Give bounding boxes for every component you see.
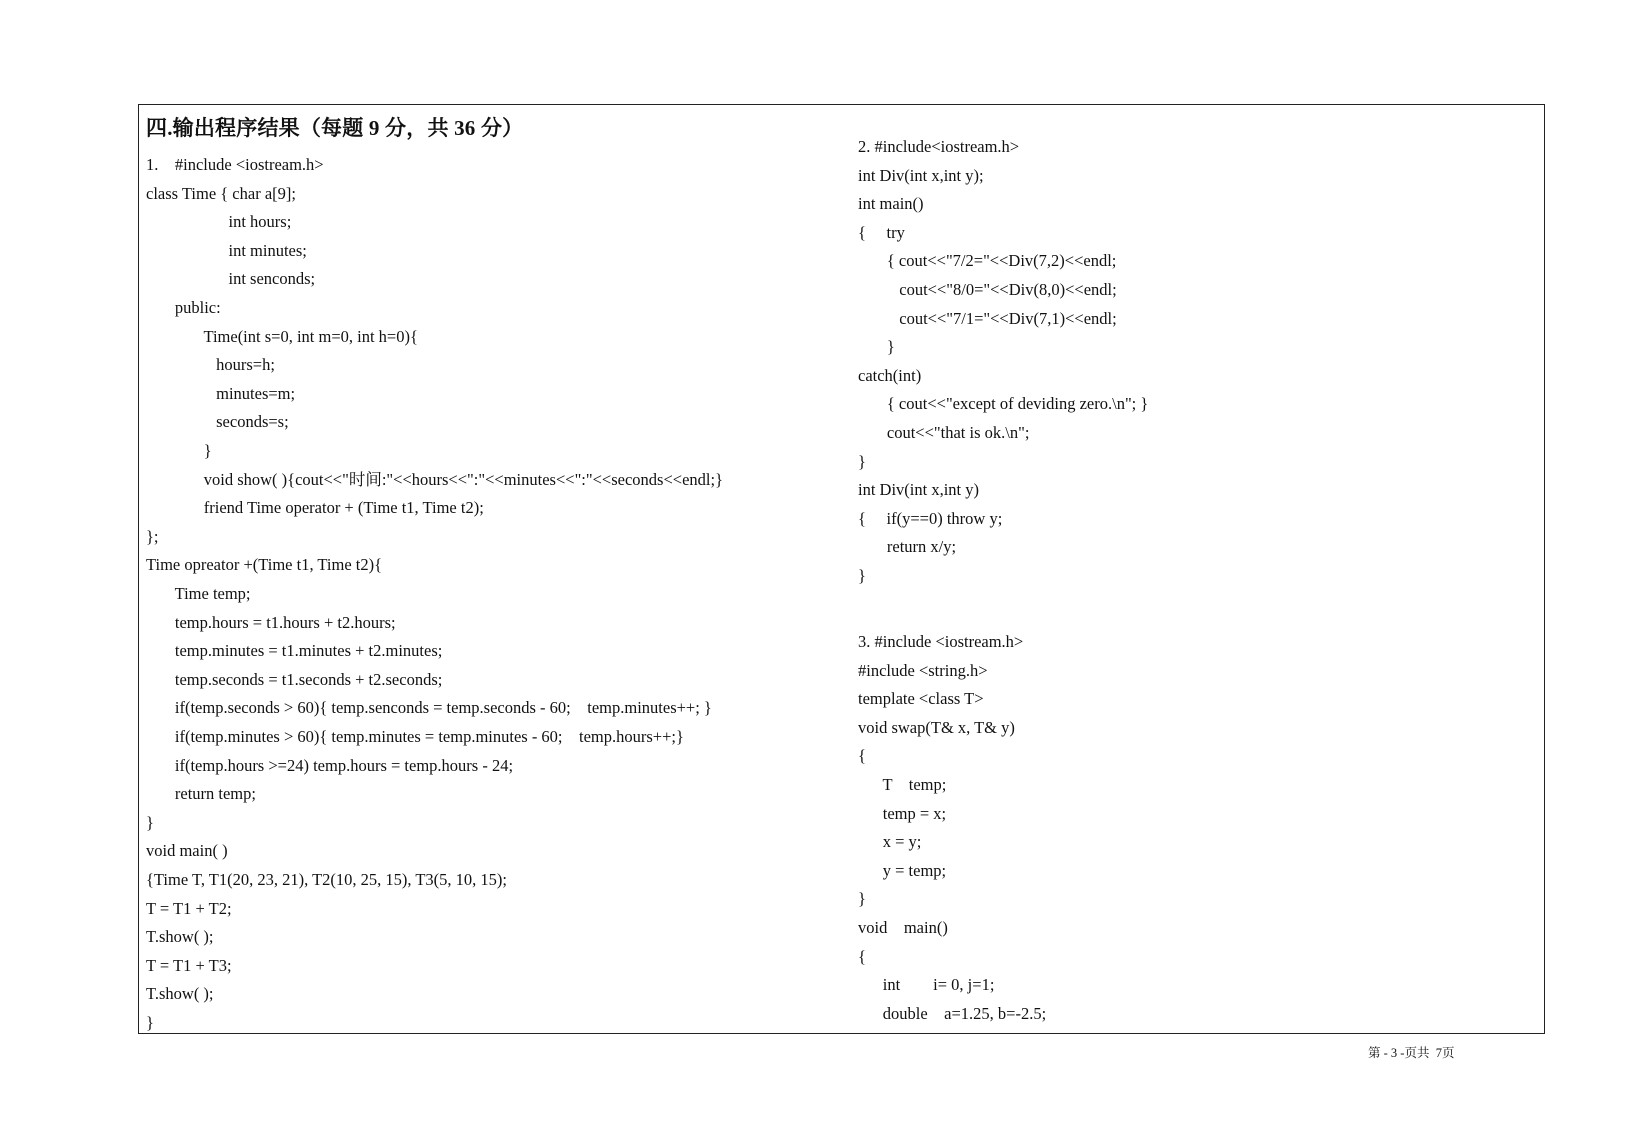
right-code-line: template <class T> <box>858 689 984 709</box>
left-code-line: class Time { char a[9]; <box>146 183 296 203</box>
right-code-line: { cout<<"7/2="<<Div(7,2)<<endl; <box>858 251 1117 271</box>
right-code-line: { if(y==0) throw y; <box>858 508 1003 528</box>
left-code-line: T = T1 + T3; <box>146 955 232 975</box>
right-code-line: } <box>858 889 866 909</box>
right-code-line: int Div(int x,int y); <box>858 165 984 185</box>
left-code-line: } <box>146 1013 154 1032</box>
right-code-line: void main() <box>858 918 948 937</box>
left-code-line: temp.minutes = t1.minutes + t2.minutes; <box>146 641 443 661</box>
left-code-line: temp.hours = t1.hours + t2.hours; <box>146 612 396 632</box>
right-code-line: temp = x; <box>858 803 947 823</box>
right-code-line: #include <string.h> <box>858 660 988 680</box>
right-code-line: { try <box>858 222 905 242</box>
left-code-line: } <box>146 812 154 832</box>
left-code-line: temp.seconds = t1.seconds + t2.seconds; <box>146 669 443 689</box>
left-code-line: friend Time operator + (Time t1, Time t2); <box>146 498 484 518</box>
right-code-line: catch(int) <box>858 365 922 385</box>
left-code-line: T.show( ); <box>146 984 214 1004</box>
right-code-line: x = y; <box>858 832 922 852</box>
left-code-line: } <box>146 441 212 460</box>
right-code-line: int main() <box>858 194 924 214</box>
right-code-line: 3. #include <iostream.h> <box>858 632 1024 651</box>
left-code-line: hours=h; <box>146 355 275 375</box>
left-code-line: Time temp; <box>146 584 251 603</box>
left-code-line: int hours; <box>146 212 292 232</box>
left-code-line: public: <box>146 298 221 317</box>
left-code-line: T.show( ); <box>146 927 214 947</box>
left-code-line: if(temp.seconds > 60){ temp.senconds = temp.seconds - 60; temp.minutes++; } <box>146 698 712 718</box>
right-code-line: double a=1.25, b=-2.5; <box>858 1003 1047 1023</box>
left-code-line: T = T1 + T2; <box>146 898 232 918</box>
right-code-line: { <box>858 746 866 766</box>
left-code-line: }; <box>146 526 159 546</box>
right-code-line: y = temp; <box>858 860 947 880</box>
right-code-line: cout<<"7/1="<<Div(7,1)<<endl; <box>858 308 1117 328</box>
right-code-line: } <box>858 337 895 357</box>
right-code-line: } <box>858 566 866 585</box>
left-code-line: 1. #include <iostream.h> <box>146 155 324 174</box>
right-code-line: 2. #include<iostream.h> <box>858 137 1020 156</box>
right-code-line: cout<<"that is ok.\n"; <box>858 423 1030 442</box>
right-code-line: } <box>858 451 866 471</box>
left-code-line: int senconds; <box>146 269 316 289</box>
right-code-line: T temp; <box>858 775 947 794</box>
right-code-line: void swap(T& x, T& y) <box>858 717 1015 737</box>
left-code-line: return temp; <box>146 784 256 804</box>
right-code-line: int i= 0, j=1; <box>858 975 995 995</box>
section-heading: 四.输出程序结果（每题 9 分，共 36 分） <box>146 116 524 140</box>
left-code-line: Time opreator +(Time t1, Time t2){ <box>146 555 383 575</box>
left-code-line: if(temp.minutes > 60){ temp.minutes = temp.minutes - 60; temp.hours++;} <box>146 727 684 746</box>
left-code-line: if(temp.hours >=24) temp.hours = temp.hours - 24; <box>146 755 514 775</box>
left-code-line: seconds=s; <box>146 412 289 432</box>
right-code-line: int Div(int x,int y) <box>858 480 979 500</box>
right-code-line: cout<<"8/0="<<Div(8,0)<<endl; <box>858 280 1117 299</box>
right-code-line: return x/y; <box>858 537 957 557</box>
right-code-line: { cout<<"except of deviding zero.\n"; } <box>858 394 1149 414</box>
left-code-line: minutes=m; <box>146 383 296 403</box>
left-code-line: {Time T, T1(20, 23, 21), T2(10, 25, 15), T3(5, 10, 15); <box>146 870 507 889</box>
left-code-line: void main( ) <box>146 841 228 861</box>
left-code-line: Time(int s=0, int m=0, int h=0){ <box>146 326 418 346</box>
right-code-line: { <box>858 946 866 966</box>
page-number: 第 - 3 -页共 7页 <box>1368 1046 1455 1060</box>
left-code-line: void show( ){cout<<"时间:"<<hours<<":"<<minutes<<":"<<seconds<<endl;} <box>146 469 723 489</box>
left-code-line: int minutes; <box>146 240 307 260</box>
